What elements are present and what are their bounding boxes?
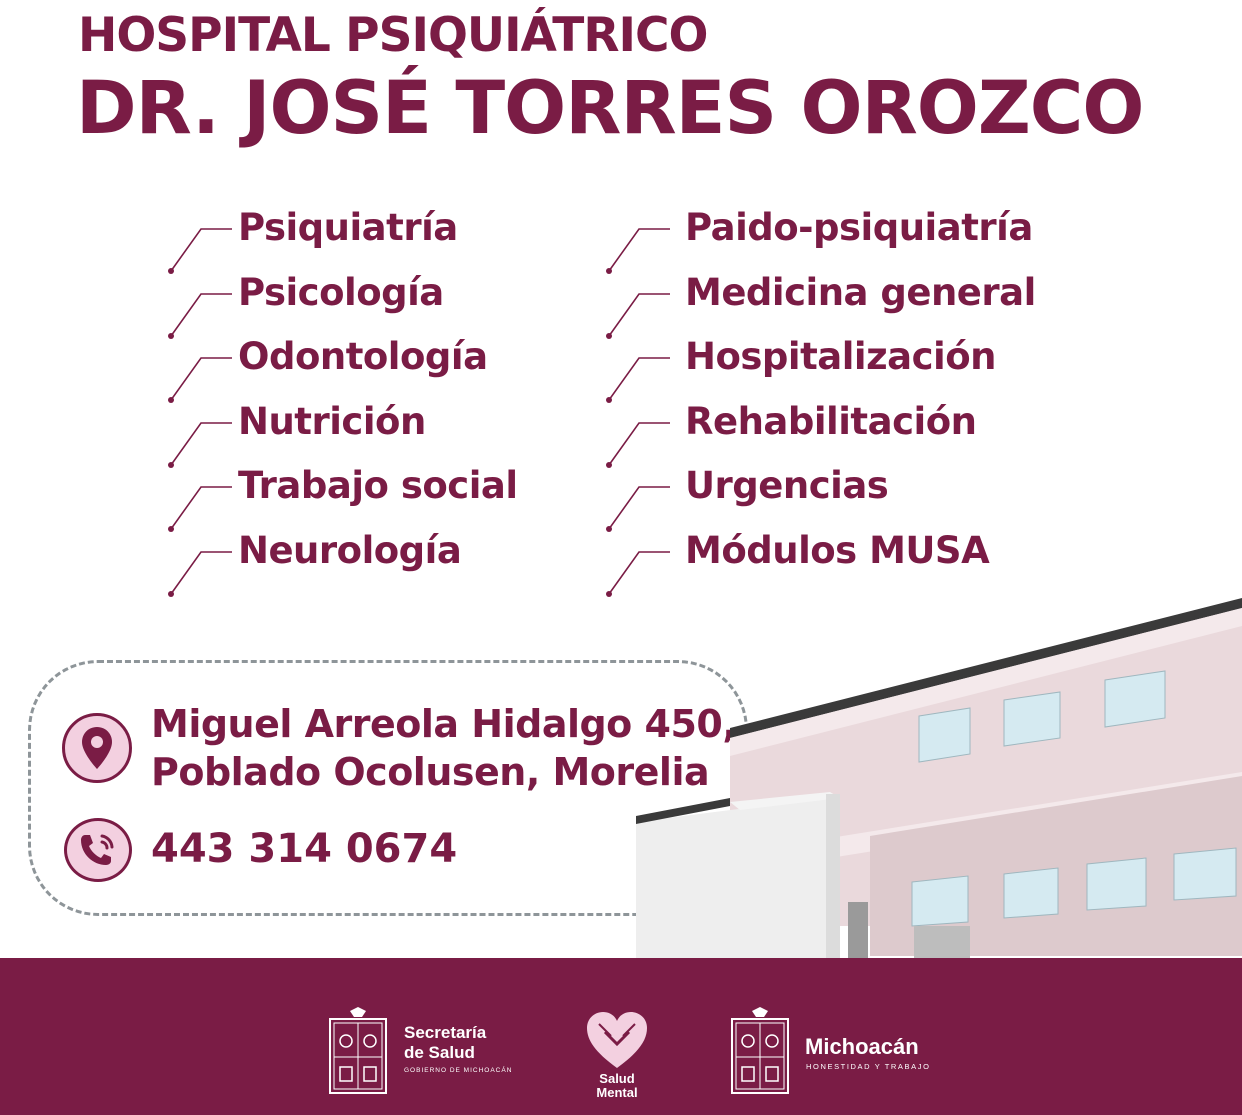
location-pin-icon <box>62 713 132 783</box>
leader-line-icon <box>604 549 674 599</box>
address-line2: Poblado Ocolusen, Morelia <box>151 750 710 794</box>
hospital-building-illustration <box>630 596 1242 996</box>
leader-line-icon <box>604 226 674 276</box>
service-label: Trabajo social <box>238 464 518 507</box>
service-label: Odontología <box>238 335 488 378</box>
leader-line-icon <box>604 420 674 470</box>
phone-number: 443 314 0674 <box>151 826 458 872</box>
leader-line-icon <box>166 549 236 599</box>
leader-line-icon <box>166 291 236 341</box>
secretaria-line1: Secretaría <box>404 1023 487 1042</box>
coat-of-arms-icon <box>730 1007 790 1097</box>
phone-icon <box>64 818 132 882</box>
secretaria-line2: de Salud <box>404 1043 475 1062</box>
leader-line-icon <box>166 420 236 470</box>
michoacan-motto: HONESTIDAD Y TRABAJO <box>806 1062 931 1071</box>
salud-mental-text <box>580 1072 654 1100</box>
service-label: Nutrición <box>238 399 426 443</box>
service-label: Rehabilitación <box>685 399 977 443</box>
service-label: Hospitalización <box>685 335 996 378</box>
michoacan-name: Michoacán <box>805 1034 919 1059</box>
service-label: Urgencias <box>685 464 889 507</box>
salud-mental-heart-icon <box>585 1010 649 1072</box>
coat-of-arms-icon <box>328 1007 388 1097</box>
service-label: Módulos MUSA <box>685 528 990 572</box>
secretaria-subtitle: GOBIERNO DE MICHOACÁN <box>404 1067 513 1074</box>
leader-line-icon <box>604 355 674 405</box>
leader-line-icon <box>166 484 236 534</box>
service-label: Medicina general <box>685 270 1036 314</box>
hospital-title-line2: DR. JOSÉ TORRES OROZCO <box>76 66 1144 151</box>
leader-line-icon <box>604 291 674 341</box>
leader-line-icon <box>604 484 674 534</box>
leader-line-icon <box>166 226 236 276</box>
salud-mental-line2: Mental <box>596 1085 638 1100</box>
salud-mental-line1: Salud <box>599 1071 635 1086</box>
leader-line-icon <box>166 355 236 405</box>
service-label: Psiquiatría <box>238 206 458 249</box>
service-label: Paido-psiquiatría <box>685 206 1033 249</box>
hospital-title-line1: HOSPITAL PSIQUIÁTRICO <box>78 8 708 63</box>
secretaria-salud-name <box>404 1023 486 1063</box>
address-line1: Miguel Arreola Hidalgo 450, <box>151 702 737 746</box>
service-label: Psicología <box>238 270 444 314</box>
service-label: Neurología <box>238 528 462 572</box>
